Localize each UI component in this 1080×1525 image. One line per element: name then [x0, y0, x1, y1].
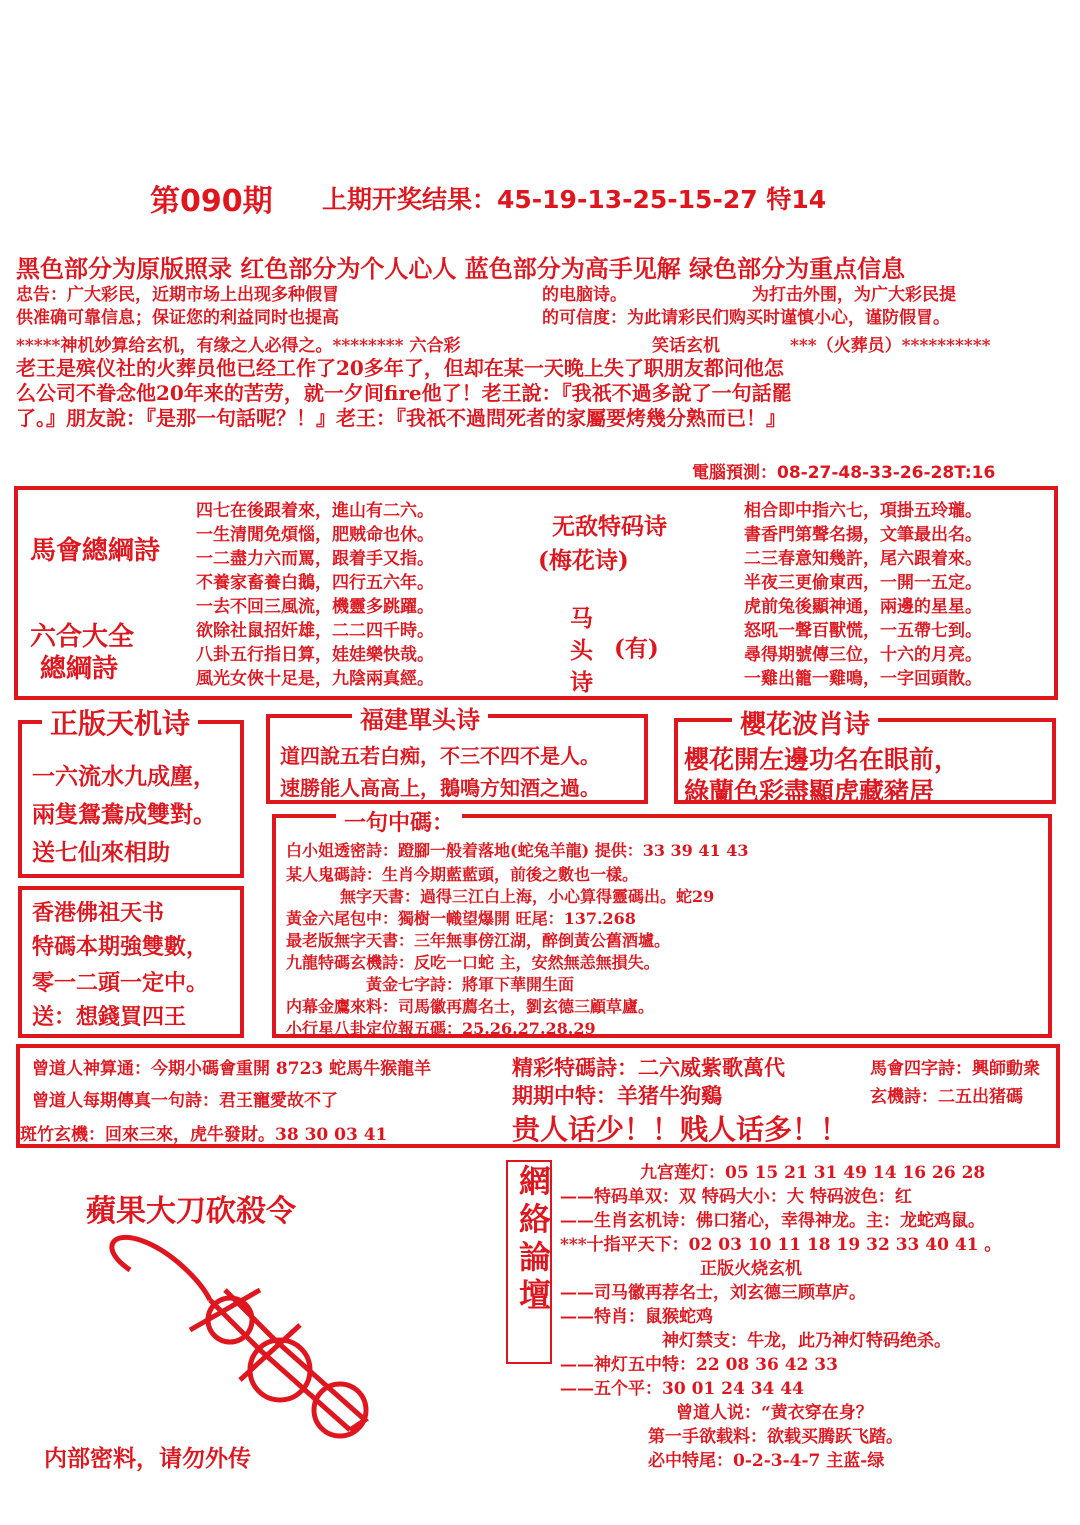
tianji-box	[18, 707, 244, 878]
notice-line: 的可信度：为此请彩民们购买时谨慎小心，谨防假冒。	[542, 308, 950, 328]
poem-mid-title: 无敌特码诗	[552, 513, 667, 540]
poem-mid-char: (有)	[614, 635, 659, 662]
poem-line: 四七在後跟着來，進山有二六。	[196, 501, 434, 521]
yiju-box	[272, 810, 1052, 1038]
computer-prediction: 電腦預測：08-27-48-33-26-28T:16	[692, 463, 996, 483]
yinghua-box	[674, 710, 1056, 806]
bottom-box	[16, 1044, 1060, 1148]
yiju-line: 最老版無字天書：三年無事傍江湖，醉倒黃公舊酒壚。	[286, 931, 671, 950]
joke-line: 了。』朋友說：『是那一句話呢？！』老王：『我祇不過問死者的家屬要烤幾分熟而已！』	[16, 406, 786, 430]
fujian-box	[266, 705, 648, 804]
slogan: 贵人话少！！贱人话多！！	[512, 1113, 849, 1146]
poem-label-bottom: 六合大全	[30, 622, 135, 652]
notice-line: 供准确可靠信息；保证您的利益同时也提高	[16, 308, 339, 328]
fujian-title: 福建單头诗	[352, 700, 488, 735]
poem-line: 一去不回三風流，機靈多跳躍。	[196, 597, 434, 617]
apple-footer: 内部密料，请勿外传	[44, 1445, 251, 1472]
yiju-line: 無字天書：過得三江白上海，小心算得靈碼出。蛇29	[340, 887, 715, 906]
joke-header-right: ***（火葬员）**********	[790, 336, 991, 356]
bottom-line: 精彩特碼詩：二六威紫歌萬代	[512, 1055, 785, 1080]
poem-mid-title: (梅花诗)	[538, 547, 629, 574]
bottom-line: 曾道人每期傳真一句詩：君王寵愛故不了	[32, 1091, 338, 1111]
yiju-line: 某人鬼碼詩：生肖今期藍藍頭，前後之數也一樣。	[286, 865, 639, 884]
forum-line: ***十指平天下：02 03 10 11 18 19 32 33 40 41 。	[560, 1235, 1002, 1255]
notice-line: 为打击外围，为广大彩民提	[752, 285, 956, 305]
color-legend: 黑色部分为原版照录 红色部分为个人心人 蓝色部分为高手见解 绿色部分为重点信息	[16, 254, 906, 283]
apple-title: 蘋果大刀砍殺令	[86, 1194, 296, 1229]
forum-line: ——司马徽再荐名士，刘玄德三顾草庐。	[560, 1283, 866, 1303]
xianggang-line: 特碼本期強雙數，	[32, 934, 209, 960]
poem-line: 風光女俠十足是，九陰兩真經。	[196, 669, 434, 689]
yinghua-title: 櫻花波肖诗	[732, 704, 878, 741]
joke-line: 么公司不眷念他20年来的苦劳，就一夕间fire他了！老王說：『我祇不過多說了一句話罷	[16, 381, 792, 405]
bottom-line: 期期中特：羊猪牛狗鷄	[512, 1083, 722, 1108]
poem-line: 怒吼一聲百獸慌，一五帶七到。	[744, 621, 982, 641]
dagger-icon	[90, 1230, 410, 1450]
tianji-line: 送七仙來相助	[32, 839, 170, 866]
forum-vertical-title: 網絡論壇	[514, 1164, 552, 1316]
forum-line: ——神灯五中特：22 08 36 42 33	[560, 1355, 838, 1375]
forum-line: ——特码单双：双 特码大小：大 特码波色：红	[560, 1187, 912, 1207]
notice-line: 忠告：广大彩民，近期市场上出现多种假冒	[16, 285, 339, 305]
poem-left-list	[196, 496, 434, 688]
poem-right-list	[744, 496, 982, 688]
forum-line: 第一手欲载料：欲载买腾跃飞踏。	[648, 1427, 903, 1447]
yiju-line: 黃金七字詩：將軍下華開生面	[366, 975, 575, 994]
forum-line: 必中特尾：0-2-3-4-7 主蓝-绿	[648, 1451, 885, 1471]
poem-line: 不養家畜養白鵝，四行五六年。	[196, 573, 434, 593]
yiju-line: 内幕金鷹來料：司馬徽再薦名士，劉玄德三顧草廬。	[286, 997, 655, 1016]
poem-mid-char: 马	[570, 605, 593, 632]
poem-line: 虎前兔後顯神通，兩邊的星星。	[744, 597, 982, 617]
last-result: 上期开奖结果：45-19-13-25-15-27 特14	[322, 185, 827, 214]
bottom-line: 斑竹玄機：回來三來，虎牛發財。38 30 03 41	[20, 1125, 388, 1145]
joke-line: 老王是殡仪社的火葬员他已经工作了20多年了，但却在某一天晚上失了职朋友都问他怎	[16, 356, 784, 380]
poem-box	[14, 486, 1058, 700]
forum-line: ——特肖：鼠猴蛇鸡	[560, 1307, 713, 1327]
yiju-line: 九龍特碼玄機詩：反吃一口蛇 主，安然無恙無損失。	[286, 953, 660, 972]
yinghua-line: 綠蘭色彩盡顯虎藏豬居	[684, 777, 935, 806]
joke-header-mid: 笑话玄机	[652, 336, 720, 356]
notice-line: 的电脑诗。	[542, 285, 627, 305]
yiju-line: 白小姐透密詩：蹬腳一般着落地(蛇兔羊龍) 提供：33 39 41 43	[286, 841, 749, 860]
xianggang-box	[18, 886, 244, 1038]
fujian-line: 速勝能人高高上，鵝鳴方知酒之過。	[280, 776, 600, 800]
poem-line: 八卦五行指日算，娃娃樂快哉。	[196, 645, 434, 665]
forum-line: 正版火烧玄机	[700, 1259, 802, 1279]
bottom-line: 曾道人神算通：今期小碼會重開 8723 蛇馬牛猴龍羊	[32, 1059, 432, 1079]
yinghua-line: 櫻花開左邊功名在眼前，	[684, 745, 960, 774]
poem-mid-char: 诗	[570, 669, 593, 696]
poem-line: 一二盡力六而罵，跟着手又指。	[196, 549, 434, 569]
yiju-title: 一句中碼：	[336, 806, 462, 837]
forum-line: 曾道人说：“黄衣穿在身？	[676, 1403, 873, 1423]
xianggang-title: 香港佛祖天书	[32, 900, 165, 926]
forum-line: 神灯禁支：牛龙，此乃神灯特码绝杀。	[662, 1331, 951, 1351]
poem-line: 書香門第聲名揚，文筆最出名。	[744, 525, 982, 545]
xianggang-line: 送：想錢買四王	[32, 1004, 187, 1030]
poem-line: 半夜三更偷東西，一開一五定。	[744, 573, 982, 593]
poem-mid-char: 头	[570, 637, 593, 664]
poem-line: 一雞出籠一雞鳴，一字回頭散。	[744, 669, 982, 689]
poem-line: 相合即中指六七，項掛五玲瓏。	[744, 501, 982, 521]
forum-vertical-box	[506, 1160, 552, 1364]
poem-line: 一生清閒免煩惱，肥贼命也休。	[196, 525, 434, 545]
poem-line: 二三春意知幾許，尾六跟着來。	[744, 549, 982, 569]
issue-number: 第090期	[150, 184, 273, 219]
fujian-line: 道四說五若白痴，不三不四不是人。	[280, 744, 600, 768]
tianji-line: 一六流水九成塵，	[32, 763, 216, 790]
xianggang-line: 零一二頭一定中。	[32, 970, 209, 996]
poem-line: 尋得期號傳三位，十六的月亮。	[744, 645, 982, 665]
forum-line: ——五个平：30 01 24 34 44	[560, 1379, 804, 1399]
forum-line: ——生肖玄机诗：佛口猪心，幸得神龙。主：龙蛇鸡鼠。	[560, 1211, 985, 1231]
tianji-line: 兩隻鴛鴦成雙對。	[32, 801, 216, 828]
poem-line: 欲除社鼠招奸雄，二二四千時。	[196, 621, 434, 641]
yiju-line: 黃金六尾包中：獨樹一幟望爆開 旺尾：137.268	[286, 909, 636, 928]
tianji-title: 正版天机诗	[42, 702, 198, 742]
poem-label-top: 馬會總綱詩	[30, 536, 161, 566]
forum-line: 九宫莲灯：05 15 21 31 49 14 16 26 28	[640, 1163, 986, 1183]
yiju-line: 小行星八卦定位報五碼：25.26.27.28.29	[286, 1019, 596, 1038]
joke-header-left: *****神机妙算给玄机，有缘之人必得之。******** 六合彩	[16, 336, 461, 356]
poem-label-bottom: 總綱詩	[40, 654, 119, 684]
bottom-line: 馬會四字詩：興師動衆	[870, 1059, 1040, 1079]
bottom-line: 玄機詩：二五出猪碼	[870, 1087, 1023, 1107]
